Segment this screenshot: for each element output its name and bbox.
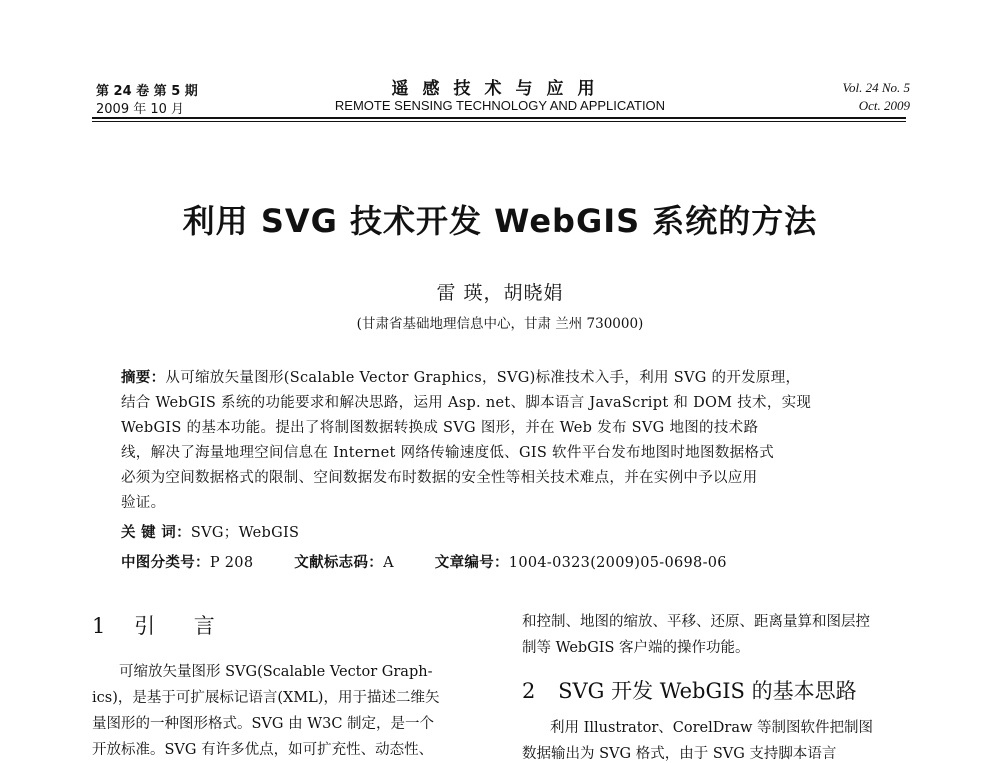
section-number: 2 (522, 679, 536, 703)
section-2-heading (522, 675, 857, 705)
clc-label: 中图分类号： (121, 555, 210, 571)
journal-name-chinese: 遥感技术与应用 (391, 79, 609, 99)
section-number: 1 (92, 614, 106, 638)
abstract-label: 摘要： (121, 370, 166, 386)
abstract-line: 结合 WebGIS 系统的功能要求和解决思路，运用 Asp. net、脚本语言 JavaScript 和 DOM 技术，实现 (121, 395, 812, 411)
doc-code-label: 文献标志码： (294, 555, 384, 571)
classification-line (121, 551, 881, 572)
section-title: 引 言 (134, 614, 231, 638)
journal-name-english: REMOTE SENSING TECHNOLOGY AND APPLICATION (334, 98, 666, 113)
doc-code-value: A (383, 555, 394, 571)
clc-value: P 208 (209, 555, 254, 571)
body-line: 和控制、地图的缩放、平移、还原、距离量算和图层控 (522, 614, 870, 630)
body-line: 量图形的一种图形格式。SVG 由 W3C 制定，是一个 (92, 716, 435, 732)
abstract-line (121, 366, 881, 387)
header-rule-thin (92, 121, 906, 122)
keywords-line (121, 521, 881, 542)
body-line: 利用 Illustrator、CorelDraw 等制图软件把制图 (550, 720, 873, 736)
journal-date-english: Oct. 2009 (858, 98, 910, 113)
body-line: 数据输出为 SVG 格式，由于 SVG 支持脚本语言 (522, 746, 837, 762)
journal-volume-issue: 第 24 卷 第 5 期 (96, 84, 198, 99)
section-title: SVG 开发 WebGIS 的基本思路 (558, 679, 857, 703)
body-line: ics)，是基于可扩展标记语言(XML)，用于描述二维矢 (92, 690, 440, 706)
paper-title: 利用 SVG 技术开发 WebGIS 系统的方法 (182, 202, 818, 240)
body-line: 开放标准。SVG 有许多优点，如可扩充性、动态性、 (92, 742, 434, 758)
article-number-value: 1004-0323(2009)05-0698-06 (508, 555, 727, 571)
journal-date: 2009 年 10 月 (96, 102, 185, 117)
abstract-text: 从可缩放矢量图形(Scalable Vector Graphics，SVG)标准技术入手，利用 SVG 的开发原理， (165, 370, 801, 386)
section-1-heading (92, 610, 231, 640)
paper-authors: 雷 瑛，胡晓娟 (436, 282, 564, 304)
keywords-value: SVG；WebGIS (190, 525, 300, 541)
journal-volume-english: Vol. 24 No. 5 (842, 80, 910, 95)
body-line: 可缩放矢量图形 SVG(Scalable Vector Graph- (119, 664, 433, 680)
abstract-line: 验证。 (121, 495, 166, 511)
abstract-line: 必须为空间数据格式的限制、空间数据发布时数据的安全性等相关技术难点，并在实例中予以应用 (121, 470, 758, 486)
body-line: 制等 WebGIS 客户端的操作功能。 (522, 640, 750, 656)
article-number-label: 文章编号： (434, 555, 509, 571)
abstract-line: WebGIS 的基本功能。提出了将制图数据转换成 SVG 图形，并在 Web 发布 SVG 地图的技术路 (121, 420, 759, 436)
paper-affiliation: (甘肃省基础地理信息中心，甘肃 兰州 730000) (356, 316, 644, 332)
keywords-label: 关 键 词： (121, 525, 191, 541)
header-rule-thick (92, 117, 906, 119)
abstract-line: 线，解决了海量地理空间信息在 Internet 网络传输速度低、GIS 软件平台发布地图时地图数据格式 (121, 445, 775, 461)
